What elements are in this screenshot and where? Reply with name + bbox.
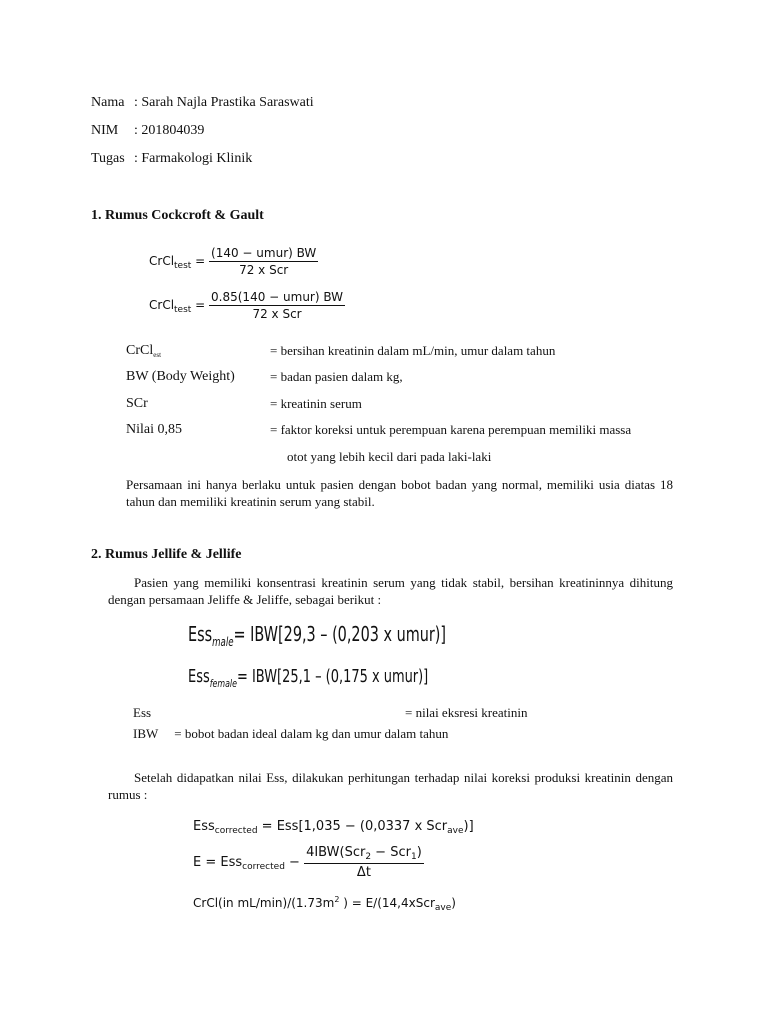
section2-intro: Pasien yang memiliki konsentrasi kreatinin serum yang tidak stabil, bersihan kreatininnya dihitung dengan persamaan Jeliffe & Jeliffe, sebagai berikut : <box>108 575 673 607</box>
formula2-numerator: 0.85(140 − umur) BW <box>211 290 344 304</box>
section1-note: Persamaan ini hanya berlaku untuk pasien dengan bobot badan yang normal, memiliki usia diatas 18 tahun dan memiliki kreatinin serum yang stabil. <box>126 477 673 509</box>
section2-correction-intro: Setelah didapatkan nilai Ess, dilakukan perhitungan terhadap nilai koreksi produksi kreatinin dengan rumus : <box>108 770 673 802</box>
formula1-fraction <box>209 246 318 277</box>
formula1-denominator: 72 x Scr <box>239 263 289 277</box>
name-label: Nama <box>91 95 125 110</box>
formula-ess-female: Ess$_{female}$= IBW[25,1 – (0,175 x umur)] <box>188 666 429 690</box>
formula-e-denominator: Δt <box>356 865 371 880</box>
nim-value: : 201804039 <box>134 123 205 138</box>
formula-e: E = Ess$_{corrected}$ − $\frac{4IBW(Scr_2 - Scr_1)}{\Delta t}$ <box>193 845 422 880</box>
nim-label: NIM <box>91 123 119 138</box>
definition-term-scr: SCr <box>126 396 148 411</box>
definition-desc-crcl: = bersihan kreatinin dalam mL/min, umur dalam tahun <box>270 343 556 358</box>
formula-crcl: CrCl(in $mL/\min)/(1.73m^2$ ) = E/(14,4xScr$_{ave}$) <box>193 895 456 913</box>
formula-cockcroft-female: CrCl$_{test}$ = $\frac{\text{0.85(140 − umur) BW}}{\text{72 x Scr}}$ <box>149 290 344 321</box>
name-value: : Sarah Najla Prastika Saraswati <box>134 95 314 110</box>
task-label: Tugas <box>91 151 125 166</box>
formula-e-numerator: 4IBW(Scr$_2$ − Scr$_1$) <box>306 845 422 862</box>
section2-heading: 2. Rumus Jellife & Jellife <box>91 547 242 562</box>
task-value: : Farmakologi Klinik <box>134 151 253 166</box>
ess-definition-term: Ess <box>133 705 152 720</box>
formula2-lhs: CrCl <box>149 298 175 312</box>
formula2-lhs-sub: test <box>174 305 192 315</box>
formula-cockcroft-male: CrCl$_{test}$ = $\frac{\text{(140 − umur) BW}}{\text{72 x Scr}}$ <box>149 246 317 277</box>
section1-heading: 1. Rumus Cockcroft & Gault <box>91 208 264 223</box>
formula2-fraction <box>209 290 345 321</box>
definition-desc-scr: = kreatinin serum <box>270 396 362 411</box>
definition-term-crcl: CrCl$_{est}$ <box>126 343 162 359</box>
definition-desc-bw: = badan pasien dalam kg, <box>270 369 403 384</box>
definition-term-factor: Nilai 0,85 <box>126 422 182 437</box>
formula-ess-corrected: Ess$_{corrected}$ = Ess[1,035 − (0,0337 x Scr$_{ave}$)] <box>193 819 474 836</box>
formula1-lhs-sub: test <box>174 261 192 271</box>
formula1-numerator: (140 − umur) BW <box>211 246 317 260</box>
formula-e-fraction <box>304 845 424 880</box>
formula-ess-male: Ess$_{male}$= IBW[29,3 – (0,203 x umur)] <box>188 622 447 649</box>
ess-definition-desc: = nilai eksresi kreatinin <box>405 705 528 720</box>
definition-desc-factor: = faktor koreksi untuk perempuan karena perempuan memiliki massa <box>270 422 632 437</box>
formula1-lhs: CrCl <box>149 254 175 268</box>
ibw-definition: IBW = bobot badan ideal dalam kg dan umur dalam tahun <box>133 726 449 741</box>
definition-desc-factor-continued: otot yang lebih kecil dari pada laki-laki <box>287 449 492 464</box>
formula2-denominator: 72 x Scr <box>252 307 302 321</box>
definition-term-bw: BW (Body Weight) <box>126 369 235 384</box>
